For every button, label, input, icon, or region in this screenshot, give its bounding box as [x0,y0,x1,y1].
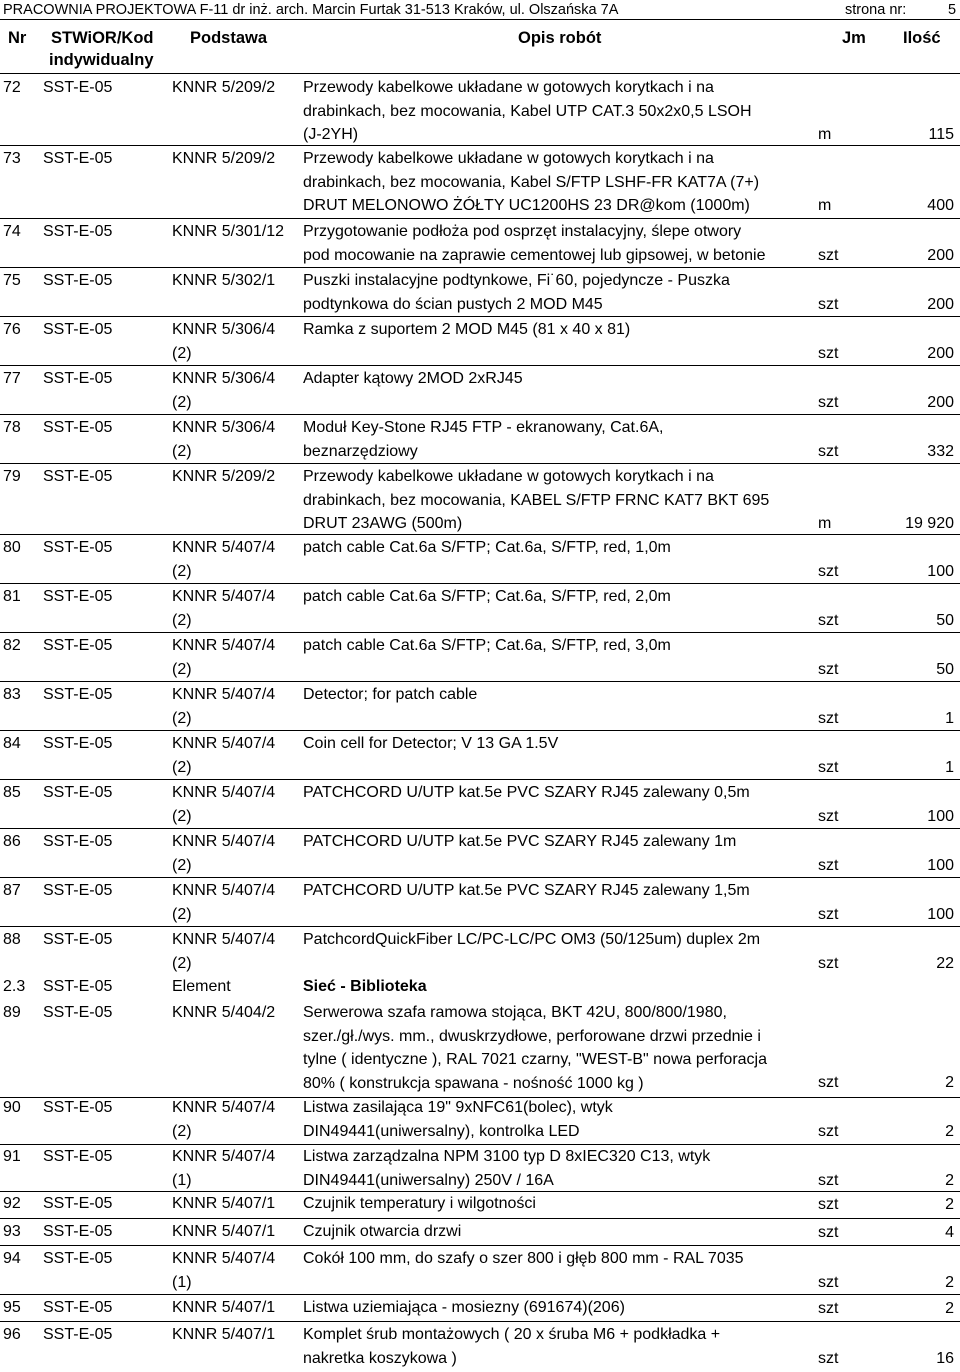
item-code: SST-E-05 [43,1250,113,1267]
table-row [0,147,960,217]
item-unit: szt [818,1223,839,1241]
item-code: SST-E-05 [43,784,113,801]
row-separator [0,414,960,415]
item-unit: szt [818,709,839,727]
item-unit: szt [818,442,839,460]
row-separator [0,463,960,464]
item-basis: KNNR 5/306/4 (2) [172,370,276,411]
item-description: PATCHCORD U/UTP kat.5e PVC SZARY RJ45 zalewany 0,5m [303,784,750,801]
row-separator [0,1294,960,1295]
item-number: 96 [3,1326,21,1343]
item-quantity: 1 [945,709,954,727]
item-number: 92 [3,1195,21,1212]
item-number: 76 [3,321,21,338]
item-description: Listwa zarządzalna NPM 3100 typ D 8xIEC320 C13, wtyk DIN49441(uniwersalny) 250V / 16A [303,1148,711,1189]
item-unit: szt [818,562,839,580]
item-basis: KNNR 5/404/2 [172,1004,276,1021]
item-unit: szt [818,1171,839,1189]
item-number: 93 [3,1223,21,1240]
row-separator [0,316,960,317]
item-quantity: 100 [927,905,954,923]
table-row [0,1192,960,1216]
table-row [0,318,960,365]
table-row [0,1001,960,1094]
item-code: SST-E-05 [43,150,113,167]
col-nr-header: Nr [8,29,27,47]
item-quantity: 115 [928,125,954,143]
item-unit: szt [818,1073,839,1091]
item-unit: szt [818,246,839,264]
row-separator [0,218,960,219]
table-row [0,536,960,583]
item-unit: szt [818,807,839,825]
item-unit: szt [818,1349,839,1367]
item-number: 80 [3,539,21,556]
table-row [0,416,960,463]
row-separator [0,145,960,146]
item-description: Ramka z suportem 2 MOD M45 (81 x 40 x 81) [303,321,631,338]
table-row [0,879,960,926]
row-separator [0,583,960,584]
item-quantity: 200 [927,295,954,313]
item-number: 87 [3,882,21,899]
item-quantity: 2 [945,1073,954,1091]
table-row [0,1323,960,1370]
item-quantity: 2 [945,1195,954,1213]
item-number: 94 [3,1250,21,1267]
item-code: SST-E-05 [43,686,113,703]
table-row [0,465,960,535]
item-unit: szt [818,1195,839,1213]
item-basis: KNNR 5/306/4 (2) [172,419,276,460]
item-number: 74 [3,223,21,240]
item-quantity: 2 [945,1299,954,1317]
table-row [0,1296,960,1320]
item-quantity: 332 [927,442,954,460]
item-number: 75 [3,272,21,289]
table-row [0,220,960,267]
item-quantity: 200 [927,246,954,264]
item-description: Przewody kabelkowe układane w gotowych korytkach i na drabinkach, bez mocowania, Kabel S/FTP LSHF-FR KAT7A (7+) DRUT MELONOWO ŻÓŁTY UC1200HS 23 DR@kom (1000m) [303,150,760,214]
item-number: 73 [3,150,21,167]
item-code: SST-E-05 [43,1326,113,1343]
item-quantity: 19 920 [905,514,954,532]
item-number: 79 [3,468,21,485]
table-row [0,928,960,975]
item-description: PATCHCORD U/UTP kat.5e PVC SZARY RJ45 zalewany 1m [303,833,737,850]
item-code: SST-E-05 [43,1099,113,1116]
item-number: 95 [3,1299,21,1316]
item-quantity: 200 [927,393,954,411]
table-row [0,1096,960,1143]
item-description: patch cable Cat.6a S/FTP; Cat.6a, S/FTP, red, 3,0m [303,637,671,654]
item-unit: szt [818,856,839,874]
item-number: 78 [3,419,21,436]
item-description: Czujnik temperatury i wilgotności [303,1195,536,1212]
col-code-header-2: indywidualny [49,51,154,69]
item-code: SST-E-05 [43,272,113,289]
item-description: Przewody kabelkowe układane w gotowych korytkach i na drabinkach, bez mocowania, Kabel UTP CAT.3 50x2x0,5 LSOH (J-2YH) [303,79,752,143]
item-code: SST-E-05 [43,637,113,654]
item-code: SST-E-05 [43,978,113,995]
item-number: 77 [3,370,21,387]
item-unit: m [818,196,832,214]
row-separator [0,730,960,731]
item-code: SST-E-05 [43,1148,113,1165]
item-description: Listwa uziemiająca - mosiezny (691674)(206) [303,1299,625,1316]
item-code: SST-E-05 [43,1004,113,1021]
item-number: 90 [3,1099,21,1116]
item-description: Moduł Key-Stone RJ45 FTP - ekranowany, Cat.6A, beznarzędziowy [303,419,664,460]
table-row [0,634,960,681]
table-row [0,1220,960,1244]
item-description: Listwa zasilająca 19" 9xNFC61(bolec), wtyk DIN49441(uniwersalny), kontrolka LED [303,1099,613,1140]
item-quantity: 200 [927,344,954,362]
item-number: 72 [3,79,21,96]
item-basis: KNNR 5/306/4 (2) [172,321,276,362]
item-number: 83 [3,686,21,703]
item-number: 91 [3,1148,21,1165]
item-code: SST-E-05 [43,588,113,605]
row-separator [0,1218,960,1219]
row-separator [0,926,960,927]
item-unit: szt [818,1273,839,1291]
item-quantity: 100 [927,856,954,874]
row-separator [0,681,960,682]
section-row [0,975,960,999]
col-unit-header: Jm [842,29,866,47]
firm-header: PRACOWNIA PROJEKTOWA F-11 dr inż. arch. Marcin Furtak 31-513 Kraków, ul. Olszańska 7A [3,2,619,18]
item-quantity: 22 [936,954,954,972]
row-separator [0,877,960,878]
page-number: 5 [948,2,957,18]
item-basis: KNNR 5/209/2 [172,150,276,167]
table-row [0,781,960,828]
table-header [0,22,960,72]
item-quantity: 2 [945,1171,954,1189]
row-separator [0,1097,960,1098]
item-basis: KNNR 5/407/4 (1) [172,1148,276,1189]
item-unit: szt [818,344,839,362]
item-code: SST-E-05 [43,79,113,96]
table-row [0,683,960,730]
item-unit: szt [818,905,839,923]
item-code: SST-E-05 [43,833,113,850]
row-separator [0,267,960,268]
item-description: Detector; for patch cable [303,686,478,703]
item-number: 84 [3,735,21,752]
table-row [0,367,960,414]
page-number-label: strona nr: [845,2,907,18]
item-unit: m [818,125,832,143]
item-basis: KNNR 5/407/1 [172,1223,276,1240]
item-unit: szt [818,954,839,972]
item-description: patch cable Cat.6a S/FTP; Cat.6a, S/FTP, red, 2,0m [303,588,671,605]
item-basis: KNNR 5/407/4 (2) [172,833,276,874]
row-separator [0,1245,960,1246]
item-basis: KNNR 5/407/1 [172,1299,276,1316]
table-header-rule [0,73,960,74]
header-rule [0,19,960,20]
item-code: SST-E-05 [43,419,113,436]
table-row [0,1145,960,1192]
item-quantity: 100 [927,807,954,825]
row-separator [0,365,960,366]
item-description: Coin cell for Detector; V 13 GA 1.5V [303,735,559,752]
item-unit: szt [818,611,839,629]
item-quantity: 50 [936,611,954,629]
col-code-header: STWiOR/Kod [51,29,154,47]
item-basis: KNNR 5/209/2 [172,79,276,96]
item-quantity: 50 [936,660,954,678]
table-row [0,269,960,316]
item-code: SST-E-05 [43,223,113,240]
item-unit: m [818,514,832,532]
row-separator [0,779,960,780]
item-code: SST-E-05 [43,931,113,948]
item-code: SST-E-05 [43,735,113,752]
item-unit: szt [818,1122,839,1140]
item-description: patch cable Cat.6a S/FTP; Cat.6a, S/FTP, red, 1,0m [303,539,671,556]
item-code: SST-E-05 [43,1299,113,1316]
row-separator [0,1144,960,1145]
item-number: 85 [3,784,21,801]
item-basis: Element [172,978,231,995]
item-unit: szt [818,393,839,411]
item-basis: KNNR 5/407/4 (2) [172,539,276,580]
item-basis: KNNR 5/407/4 (2) [172,784,276,825]
item-basis: KNNR 5/407/4 (2) [172,686,276,727]
table-row [0,830,960,877]
col-qty-header: Ilość [903,29,941,47]
row-separator [0,632,960,633]
item-number: 81 [3,588,21,605]
table-row [0,1247,960,1294]
item-quantity: 4 [945,1223,954,1241]
table-row [0,76,960,146]
item-basis: KNNR 5/302/1 [172,272,276,289]
item-unit: szt [818,758,839,776]
item-quantity: 1 [945,758,954,776]
item-description: Przygotowanie podłoża pod osprzęt instalacyjny, ślepe otwory pod mocowanie na zaprawie cementowej lub gipsowej, w betonie [303,223,766,264]
col-basis-header: Podstawa [190,29,268,47]
item-quantity: 2 [945,1122,954,1140]
item-code: SST-E-05 [43,370,113,387]
item-description: Sieć - Biblioteka [303,978,427,995]
table-row [0,732,960,779]
item-description: Komplet śrub montażowych ( 20 x śruba M6 + podkładka + nakretka koszykowa ) [303,1326,721,1367]
item-basis: KNNR 5/407/4 (2) [172,588,276,629]
item-description: PATCHCORD U/UTP kat.5e PVC SZARY RJ45 zalewany 1,5m [303,882,750,899]
item-code: SST-E-05 [43,468,113,485]
item-number: 88 [3,931,21,948]
item-quantity: 16 [936,1349,954,1367]
item-code: SST-E-05 [43,321,113,338]
item-basis: KNNR 5/301/12 [172,223,285,240]
item-number: 82 [3,637,21,654]
item-code: SST-E-05 [43,1195,113,1212]
item-quantity: 100 [927,562,954,580]
item-number: 2.3 [3,978,26,995]
item-quantity: 2 [945,1273,954,1291]
item-basis: KNNR 5/407/1 [172,1195,276,1212]
item-description: Puszki instalacyjne podtynkowe, Fi˙60, pojedyncze - Puszka podtynkowa do ścian pustych 2 MOD M45 [303,272,730,313]
item-code: SST-E-05 [43,1223,113,1240]
item-basis: KNNR 5/209/2 [172,468,276,485]
item-description: PatchcordQuickFiber LC/PC-LC/PC OM3 (50/125um) duplex 2m [303,931,761,948]
item-basis: KNNR 5/407/4 (2) [172,1099,276,1140]
item-basis: KNNR 5/407/4 (2) [172,735,276,776]
item-unit: szt [818,1299,839,1317]
item-description: Czujnik otwarcia drzwi [303,1223,462,1240]
item-basis: KNNR 5/407/4 (2) [172,637,276,678]
item-number: 86 [3,833,21,850]
item-basis: KNNR 5/407/4 (1) [172,1250,276,1291]
table-row [0,585,960,632]
item-description: Cokół 100 mm, do szafy o szer 800 i głęb 800 mm - RAL 7035 [303,1250,744,1267]
item-basis: KNNR 5/407/4 (2) [172,882,276,923]
row-separator [0,1321,960,1322]
row-separator [0,828,960,829]
item-basis: KNNR 5/407/1 [172,1326,276,1343]
item-description: Serwerowa szafa ramowa stojąca, BKT 42U, 800/800/1980, szer./gł./wys. mm., dwuskrzydłowe, perforowane drzwi przednie i tylne ( identyczne ), RAL 7021 czarny, "WEST-B" nowa perforacja 80% ( konstrukcja spawana - nośność 1000 kg ) [303,1004,767,1092]
row-separator [0,1191,960,1192]
item-basis: KNNR 5/407/4 (2) [172,931,276,972]
item-unit: szt [818,295,839,313]
page-header [0,0,960,20]
row-separator [0,534,960,535]
item-code: SST-E-05 [43,882,113,899]
item-code: SST-E-05 [43,539,113,556]
item-number: 89 [3,1004,21,1021]
item-quantity: 400 [927,196,954,214]
item-description: Adapter kątowy 2MOD 2xRJ45 [303,370,523,387]
item-description: Przewody kabelkowe układane w gotowych korytkach i na drabinkach, bez mocowania, KABEL S/FTP FRNC KAT7 BKT 695 DRUT 23AWG (500m) [303,468,770,532]
item-unit: szt [818,660,839,678]
col-description-header: Opis robót [518,29,602,47]
